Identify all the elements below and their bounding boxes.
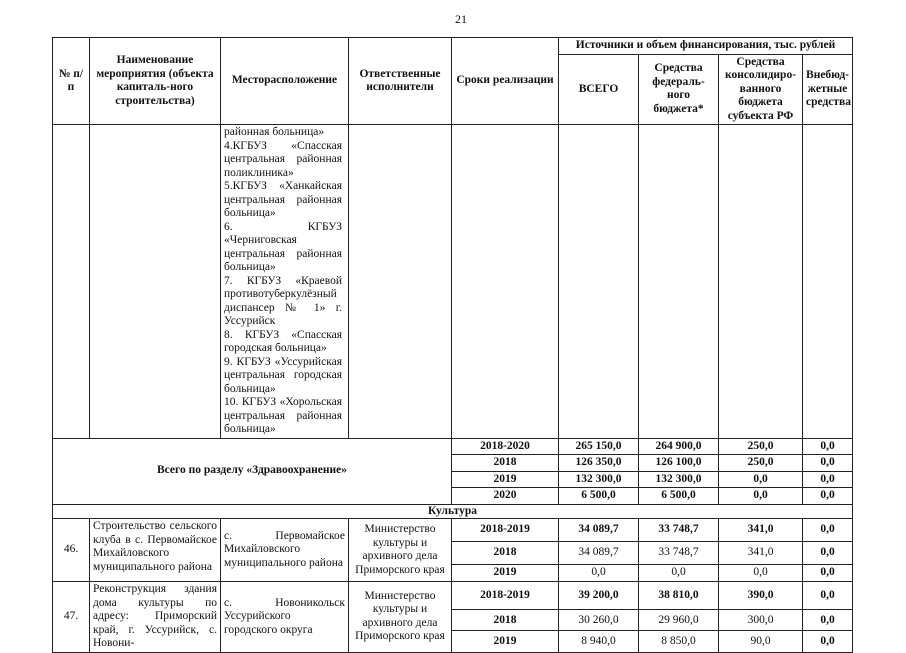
continuation-row [53, 125, 853, 439]
item-name: Реконструкция здания дома культуры по адресу: Приморский край, г. Уссурийск, с. Новони- [90, 582, 221, 653]
period-cell: 2018 [452, 455, 559, 472]
total-cell: 0,0 [559, 565, 639, 582]
total-cell: 34 089,7 [559, 542, 639, 565]
period-cell: 2019 [452, 471, 559, 488]
extra-cell: 0,0 [803, 542, 853, 565]
col-header-terms: Сроки реализации [452, 38, 559, 125]
item-responsible: Министерство культуры и архивного дела Приморского края [349, 582, 452, 653]
period-cell: 2018-2020 [452, 438, 559, 455]
total-cell: 6 500,0 [559, 488, 639, 505]
item-location: с. Первомайское Михайловского муниципального района [221, 519, 349, 582]
period-cell: 2018 [452, 542, 559, 565]
col-header-sources: Источники и объем финансирования, тыс. рублей [559, 38, 853, 55]
item-name: Строительство сельского клуба в с. Первомайское Михайловского муниципального района [90, 519, 221, 582]
federal-cell: 6 500,0 [639, 488, 719, 505]
regional-cell: 341,0 [719, 542, 803, 565]
col-header-regional: Средства консолидиро-ванного бюджета субъекта РФ [719, 54, 803, 125]
period-cell: 2019 [452, 631, 559, 652]
col-header-name: Наименование мероприятия (объекта капиталь-ного строительства) [90, 38, 221, 125]
federal-cell: 8 850,0 [639, 631, 719, 652]
federal-cell: 132 300,0 [639, 471, 719, 488]
total-cell: 8 940,0 [559, 631, 639, 652]
cell-empty [559, 125, 639, 439]
col-header-total: ВСЕГО [559, 54, 639, 125]
total-cell: 39 200,0 [559, 582, 639, 610]
extra-cell: 0,0 [803, 455, 853, 472]
page-number: 21 [455, 12, 467, 26]
regional-cell: 0,0 [719, 565, 803, 582]
cell-empty [53, 125, 90, 439]
section-title: Культура [53, 504, 853, 519]
col-header-federal: Средства федераль-ного бюджета* [639, 54, 719, 125]
item-location: с. Новоникольск Уссурийского городского округа [221, 582, 349, 653]
regional-cell: 300,0 [719, 610, 803, 631]
federal-cell: 33 748,7 [639, 519, 719, 542]
regional-cell: 390,0 [719, 582, 803, 610]
extra-cell: 0,0 [803, 582, 853, 610]
org-line: 5.КГБУЗ «Ханкайская центральная районная больница» [224, 180, 342, 219]
federal-cell: 264 900,0 [639, 438, 719, 455]
federal-cell: 126 100,0 [639, 455, 719, 472]
extra-cell: 0,0 [803, 438, 853, 455]
total-cell: 132 300,0 [559, 471, 639, 488]
section-total-row [53, 438, 853, 455]
regional-cell: 0,0 [719, 488, 803, 505]
col-header-responsible: Ответственные исполнители [349, 38, 452, 125]
cell-empty [803, 125, 853, 439]
col-header-num: № п/п [53, 38, 90, 125]
item-row [53, 582, 853, 610]
cell-empty [349, 125, 452, 439]
org-line: 6. КГБУЗ «Черниговская центральная районная больница» [224, 220, 342, 273]
federal-cell: 29 960,0 [639, 610, 719, 631]
total-cell: 34 089,7 [559, 519, 639, 542]
extra-cell: 0,0 [803, 471, 853, 488]
period-cell: 2018-2019 [452, 519, 559, 542]
period-cell: 2019 [452, 565, 559, 582]
regional-cell: 0,0 [719, 471, 803, 488]
org-line: 8. КГБУЗ «Спасская городская больница» [224, 328, 342, 354]
extra-cell: 0,0 [803, 488, 853, 505]
col-header-extra: Внебюд-жетные средства [803, 54, 853, 125]
financing-table [52, 37, 853, 653]
period-cell: 2020 [452, 488, 559, 505]
cell-empty [452, 125, 559, 439]
cell-empty [639, 125, 719, 439]
regional-cell: 90,0 [719, 631, 803, 652]
org-line: районная больница» [224, 126, 325, 138]
org-line: 9. КГБУЗ «Уссурийская центральная городская больница» [224, 355, 342, 395]
item-number: 47. [53, 582, 90, 653]
item-row [53, 519, 853, 542]
period-cell: 2018 [452, 610, 559, 631]
cell-empty [90, 125, 221, 439]
extra-cell: 0,0 [803, 610, 853, 631]
federal-cell: 0,0 [639, 565, 719, 582]
cell-empty [719, 125, 803, 439]
org-line: 4.КГБУЗ «Спасская центральная районная поликлиника» [224, 139, 342, 179]
regional-cell: 341,0 [719, 519, 803, 542]
extra-cell: 0,0 [803, 519, 853, 542]
item-responsible: Министерство культуры и архивного дела Приморского края [349, 519, 452, 582]
total-cell: 30 260,0 [559, 610, 639, 631]
regional-cell: 250,0 [719, 455, 803, 472]
total-cell: 126 350,0 [559, 455, 639, 472]
regional-cell: 250,0 [719, 438, 803, 455]
item-number: 46. [53, 519, 90, 582]
section-total-label: Всего по разделу «Здравоохранение» [53, 438, 452, 504]
section-title-row [53, 504, 853, 519]
org-line: 7. КГБУЗ «Краевой противотуберкулёзный диспансер № 1» г. Уссурийск [224, 274, 342, 327]
extra-cell: 0,0 [803, 565, 853, 582]
federal-cell: 38 810,0 [639, 582, 719, 610]
extra-cell: 0,0 [803, 631, 853, 652]
total-cell: 265 150,0 [559, 438, 639, 455]
period-cell: 2018-2019 [452, 582, 559, 610]
organizations-list [221, 125, 349, 439]
col-header-location: Месторасположение [221, 38, 349, 125]
org-line: 10. КГБУЗ «Хорольская центральная районная больница» [224, 396, 342, 435]
federal-cell: 33 748,7 [639, 542, 719, 565]
